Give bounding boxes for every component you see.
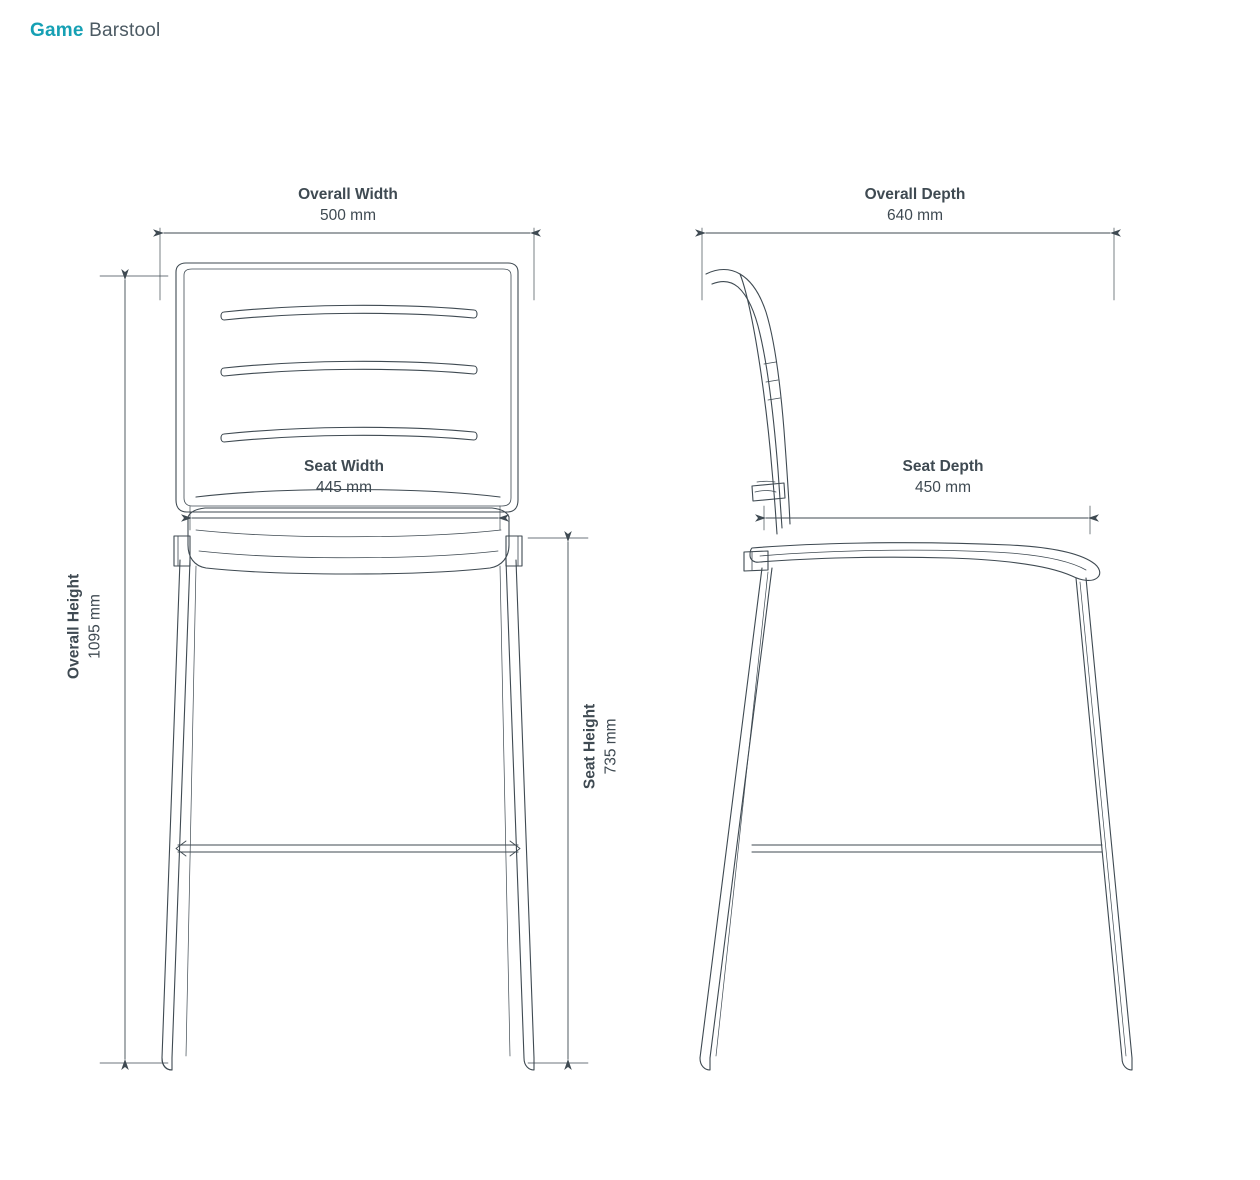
front-view-chair [162, 263, 534, 1070]
dimension-title: Overall Depth [864, 186, 966, 203]
dimension-value: 735 mm [602, 718, 620, 775]
dimension-title: Overall Height [65, 573, 83, 679]
dimension-label-overall-height [64, 526, 107, 726]
brand-name: Game [30, 20, 84, 41]
dimension-title: Overall Width [298, 186, 398, 203]
dimension-label-overall-width [248, 185, 448, 227]
front-view-dimension-lines [100, 228, 588, 1063]
brand-model: Barstool [89, 20, 161, 41]
dimension-title: Seat Depth [902, 458, 984, 475]
dimension-value: 1095 mm [86, 594, 104, 659]
dimension-value: 445 mm [316, 478, 372, 496]
dimension-title: Seat Width [304, 458, 384, 475]
dimension-value: 640 mm [887, 206, 943, 224]
dimension-label-seat-width [244, 457, 444, 499]
dimension-label-overall-depth [815, 185, 1015, 227]
side-view-chair [700, 270, 1132, 1071]
dimension-label-seat-depth [843, 457, 1043, 499]
dimension-title: Seat Height [581, 703, 599, 790]
dimension-value: 500 mm [320, 206, 376, 224]
dimension-value: 450 mm [915, 478, 971, 496]
dimension-label-seat-height [580, 646, 623, 846]
